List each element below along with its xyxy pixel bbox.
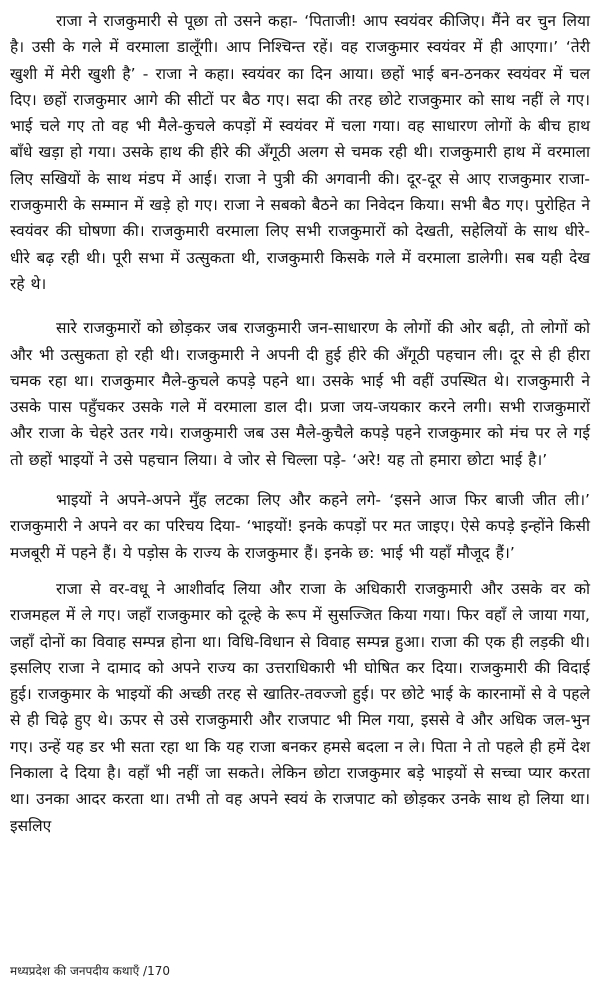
paragraph-3: भाइयों ने अपने-अपने मुँह लटका लिए और कहने लगे- ‘इसने आज फिर बाजी जीत ली।’ राजकुमारी ने अपने वर का परिचय दिया- ‘भाइयों! इनके कपड़ों पर मत जाइए। ऐसे कपड़े इन्होंने किसी मजबूरी में पहने हैं। ये पड़ोस के राज्य के राजकुमार हैं। इनके छ: भाई भी यहाँ मौजूद हैं।’ [10, 491, 590, 562]
paragraph-1: राजा ने राजकुमारी से पूछा तो उसने कहा- ‘पिताजी! आप स्वयंवर कीजिए। मैंने वर चुन लिया है। उसी के गले में वरमाला डालूँगी। आप निश्चिन्त रहें। वह राजकुमार स्वयंवर में ही आएगा।’ ‘तेरी खुशी में मेरी खुशी है’ - राजा ने कहा। स्वयंवर का दिन आया। छहों भाई बन-ठनकर स्वयंवर में चल दिए। छहों राजकुमार आगे की सीटों पर बैठ गए। सदा की तरह छोटे राजकुमार को साथ नहीं ले गए। भाई चले गए तो वह भी मैले-कुचले कपड़ों में स्वयंवर में चला गया। वह साधारण लोगों के बीच हाथ बाँधे खड़ा हो गया। उसके हाथ की हीरे की अँगूठी अलग से चमक रही थी। राजकुमारी हाथ में वरमाला लिए सखियों के साथ मंडप में आई। राजा ने पुत्री की अगवानी की। दूर-दूर से आए राजकुमार राजा-राजकुमारी के सम्मान में खड़े हो गए। राजा ने सबको बैठने का निवेदन किया। सभी बैठ गए। पुरोहित ने स्वयंवर की घोषणा की। राजकुमारी वरमाला लिए सभी राजकुमारों को देखती, सहेलियों के साथ धीरे-धीरे बढ़ रही थी। पूरी सभा में उत्सुकता थी, राजकुमारी किसके गले में वरमाला डालेगी। सब यही देख रहे थे। [10, 12, 590, 293]
paragraph-4: राजा से वर-वधू ने आशीर्वाद लिया और राजा के अधिकारी राजकुमारी और उसके वर को राजमहल में ले गए। जहाँ राजकुमार को दूल्हे के रूप में सुसज्जित किया गया। फिर वहाँ ले जाया गया, जहाँ दोनों का विवाह सम्पन्न होना था। विधि-विधान से विवाह सम्पन्न हुआ। राजा की एक ही लड़की थी। इसलिए राजा ने दामाद को अपने राज्य का उत्तराधिकारी भी घोषित कर दिया। राजकुमारी की विदाई हुई। राजकुमार के भाइयों की अच्छी तरह से खातिर-तवज्जो हुई। पर छोटे भाई के कारनामों से वे पहले से ही चिढ़े हुए थे। ऊपर से उसे राजकुमारी और राजपाट भी मिल गया, इससे वे और अधिक जल-भुन गए। उन्हें यह डर भी सता रहा था कि यह राजा बनकर हमसे बदला न ले। पिता ने तो पहले ही हमें देश निकाला दे दिया है। वहाँ भी नहीं जा सकते। लेकिन छोटा राजकुमार बड़े भाइयों से सच्चा प्यार करता था। उनका आदर करता था। तभी तो वह अपने स्वयं के राजपाट को छोड़कर उनके साथ हो लिया था। इसलिए [10, 579, 590, 835]
page-footer: मध्यप्रदेश की जनपदीय कथाएँ /170 [10, 964, 170, 978]
paragraph-2: सारे राजकुमारों को छोड़कर जब राजकुमारी जन-साधारण के लोगों की ओर बढ़ी, तो लोगों को और भी उत्सुकता हो रही थी। राजकुमारी ने अपनी दी हुई हीरे की अँगूठी पहचान ली। दूर से ही हीरा चमक रहा था। राजकुमार मैले-कुचले कपड़े पहने था। उसके भाई भी वहीं उपस्थित थे। राजकुमारी ने उसके पास पहुँचकर उसके गले में वरमाला डाल दी। प्रजा जय-जयकार करने लगी। सभी राजकुमारों और राजा के चेहरे उतर गये। राजकुमारी जब उस मैले-कुचैले कपड़े पहने राजकुमार को मंच पर ले गई तो छहों भाइयों ने उसे पहचान लिया। वे जोर से चिल्ला पड़े- ‘अरे! यह तो हमारा छोटा भाई है।’ [10, 319, 590, 469]
